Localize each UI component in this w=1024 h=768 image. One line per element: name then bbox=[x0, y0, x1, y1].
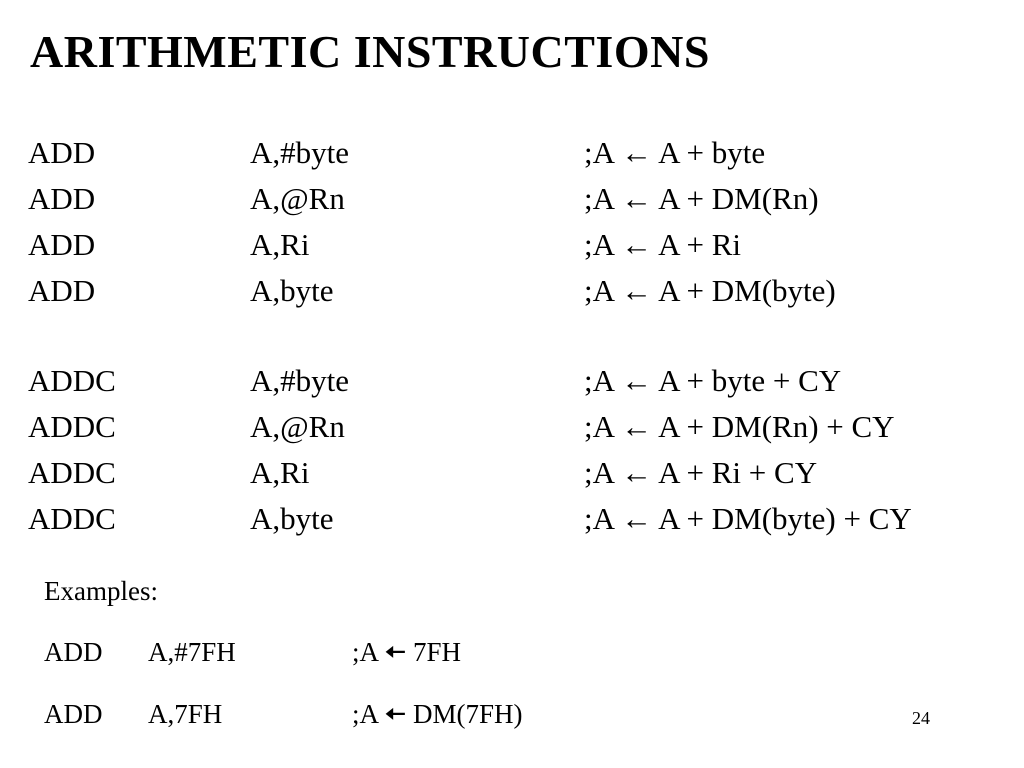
instruction-mnemonic: ADD bbox=[28, 135, 96, 170]
example-comment: ;A 🠄 7FH bbox=[352, 637, 462, 667]
instruction-comment: ;A ← A + byte bbox=[584, 135, 766, 170]
instruction-comment: ;A ← A + DM(byte) bbox=[584, 273, 836, 308]
instruction-row bbox=[28, 404, 1008, 450]
instruction-operands: A,Ri bbox=[250, 227, 310, 262]
instruction-operands: A,byte bbox=[250, 501, 334, 536]
instruction-operands: A,byte bbox=[250, 273, 334, 308]
instruction-row bbox=[28, 496, 1008, 542]
instruction-row bbox=[28, 450, 1008, 496]
instruction-row bbox=[28, 358, 1008, 404]
instruction-mnemonic: ADD bbox=[28, 181, 96, 216]
example-row bbox=[44, 694, 904, 734]
instruction-mnemonic: ADDC bbox=[28, 409, 116, 444]
example-operands: A,#7FH bbox=[148, 637, 236, 667]
instruction-mnemonic: ADD bbox=[28, 227, 96, 262]
instruction-row bbox=[28, 268, 1008, 314]
instruction-comment: ;A ← A + byte + CY bbox=[584, 363, 842, 398]
page-number: 24 bbox=[912, 708, 930, 728]
example-operands: A,7FH bbox=[148, 699, 223, 729]
example-comment: ;A 🠄 DM(7FH) bbox=[352, 699, 523, 729]
instruction-comment: ;A ← A + DM(Rn) + CY bbox=[584, 409, 895, 444]
examples-label: Examples: bbox=[44, 576, 158, 606]
instruction-row bbox=[28, 222, 1008, 268]
instruction-mnemonic: ADDC bbox=[28, 501, 116, 536]
example-mnemonic: ADD bbox=[44, 637, 103, 667]
addc-instruction-group bbox=[28, 358, 1008, 542]
instruction-comment: ;A ← A + Ri bbox=[584, 227, 742, 262]
instruction-operands: A,#byte bbox=[250, 363, 350, 398]
instruction-comment: ;A ← A + DM(byte) + CY bbox=[584, 501, 912, 536]
instruction-mnemonic: ADD bbox=[28, 273, 96, 308]
example-mnemonic: ADD bbox=[44, 699, 103, 729]
instruction-operands: A,#byte bbox=[250, 135, 350, 170]
instruction-mnemonic: ADDC bbox=[28, 455, 116, 490]
instruction-comment: ;A ← A + Ri + CY bbox=[584, 455, 818, 490]
instruction-operands: A,@Rn bbox=[250, 409, 345, 444]
example-row bbox=[44, 632, 904, 672]
instruction-row bbox=[28, 130, 1008, 176]
slide-title: ARITHMETIC INSTRUCTIONS bbox=[30, 26, 710, 77]
instruction-operands: A,Ri bbox=[250, 455, 310, 490]
instruction-mnemonic: ADDC bbox=[28, 363, 116, 398]
instruction-operands: A,@Rn bbox=[250, 181, 345, 216]
instruction-comment: ;A ← A + DM(Rn) bbox=[584, 181, 819, 216]
add-instruction-group bbox=[28, 130, 1008, 314]
instruction-row bbox=[28, 176, 1008, 222]
